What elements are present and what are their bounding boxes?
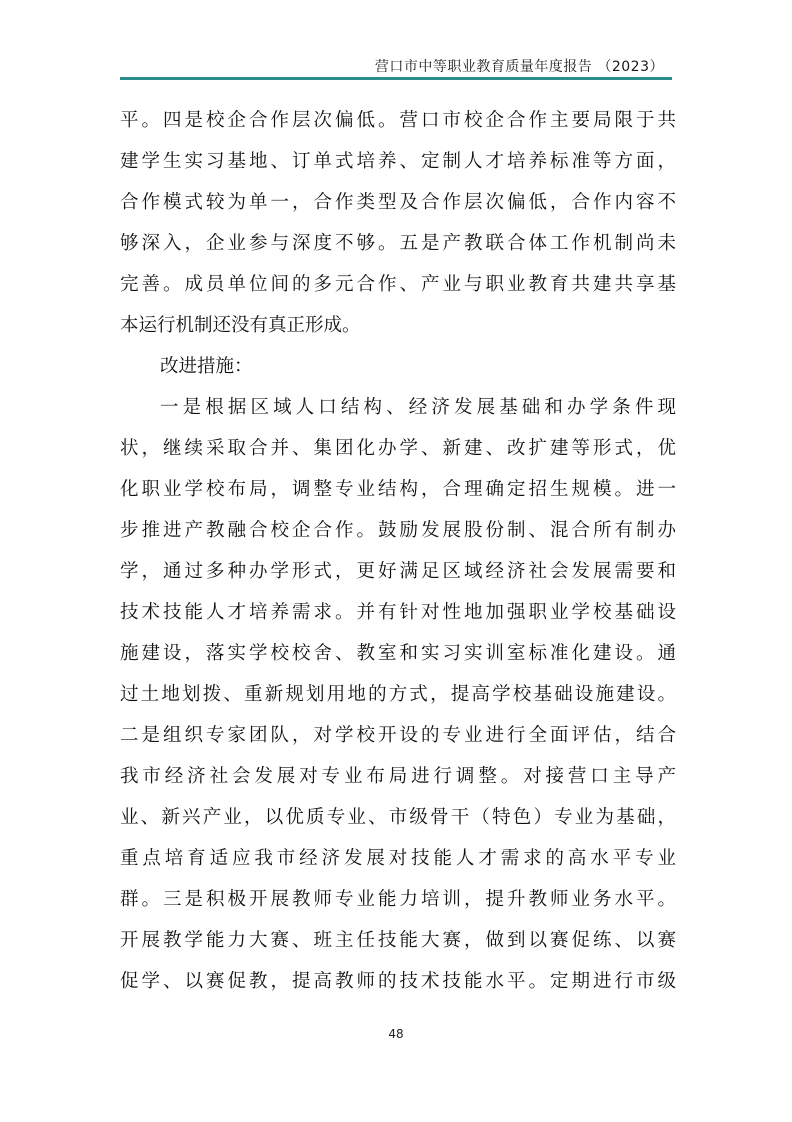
text-line: 步推进产教融合校企合作。鼓励发展股份制、混合所有制办 — [120, 520, 676, 541]
text-line: 合作模式较为单一，合作类型及合作层次偏低，合作内容不 — [120, 192, 676, 213]
page-number: 48 — [388, 1027, 404, 1041]
text-line: 学，通过多种办学形式，更好满足区域经济社会发展需要和 — [120, 561, 676, 582]
text-line: 过土地划拨、重新规划用地的方式，提高学校基础设施建设。 — [120, 684, 676, 705]
section-heading: 改进措施： — [160, 356, 253, 377]
text-line: 状，继续采取合并、集团化办学、新建、改扩建等形式，优 — [120, 438, 676, 459]
text-line: 我市经济社会发展对专业布局进行调整。对接营口主导产 — [120, 766, 676, 787]
text-line: 技术技能人才培养需求。并有针对性地加强职业学校基础设 — [120, 602, 676, 623]
text-line: 化职业学校布局，调整专业结构，合理确定招生规模。进一 — [120, 479, 676, 500]
text-line: 业、新兴产业，以优质专业、市级骨干（特色）专业为基础， — [120, 807, 676, 828]
text-line: 建学生实习基地、订单式培养、定制人才培养标准等方面， — [120, 151, 676, 172]
text-line: 开展教学能力大赛、班主任技能大赛，做到以赛促练、以赛 — [120, 930, 676, 951]
text-line: 平。四是校企合作层次偏低。营口市校企合作主要局限于共 — [120, 110, 676, 131]
text-line: 重点培育适应我市经济发展对技能人才需求的高水平专业 — [120, 848, 676, 869]
text-line: 够深入，企业参与深度不够。五是产教联合体工作机制尚未 — [120, 233, 676, 254]
report-title: 营口市中等职业教育质量年度报告 （2023） — [374, 59, 664, 75]
text-line: 完善。成员单位间的多元合作、产业与职业教育共建共享基 — [120, 274, 676, 295]
text-line: 二是组织专家团队，对学校开设的专业进行全面评估，结合 — [120, 725, 676, 746]
text-line: 本运行机制还没有真正形成。 — [120, 315, 361, 336]
text-line: 促学、以赛促教，提高教师的技术技能水平。定期进行市级 — [120, 971, 676, 992]
text-line: 一是根据区域人口结构、经济发展基础和办学条件现 — [160, 397, 676, 418]
header-divider — [120, 77, 672, 80]
text-line: 群。三是积极开展教师专业能力培训，提升教师业务水平。 — [120, 889, 676, 910]
page-header — [120, 53, 672, 81]
body-text — [120, 100, 676, 1002]
text-line: 施建设，落实学校校舍、教室和实习实训室标准化建设。通 — [120, 643, 676, 664]
